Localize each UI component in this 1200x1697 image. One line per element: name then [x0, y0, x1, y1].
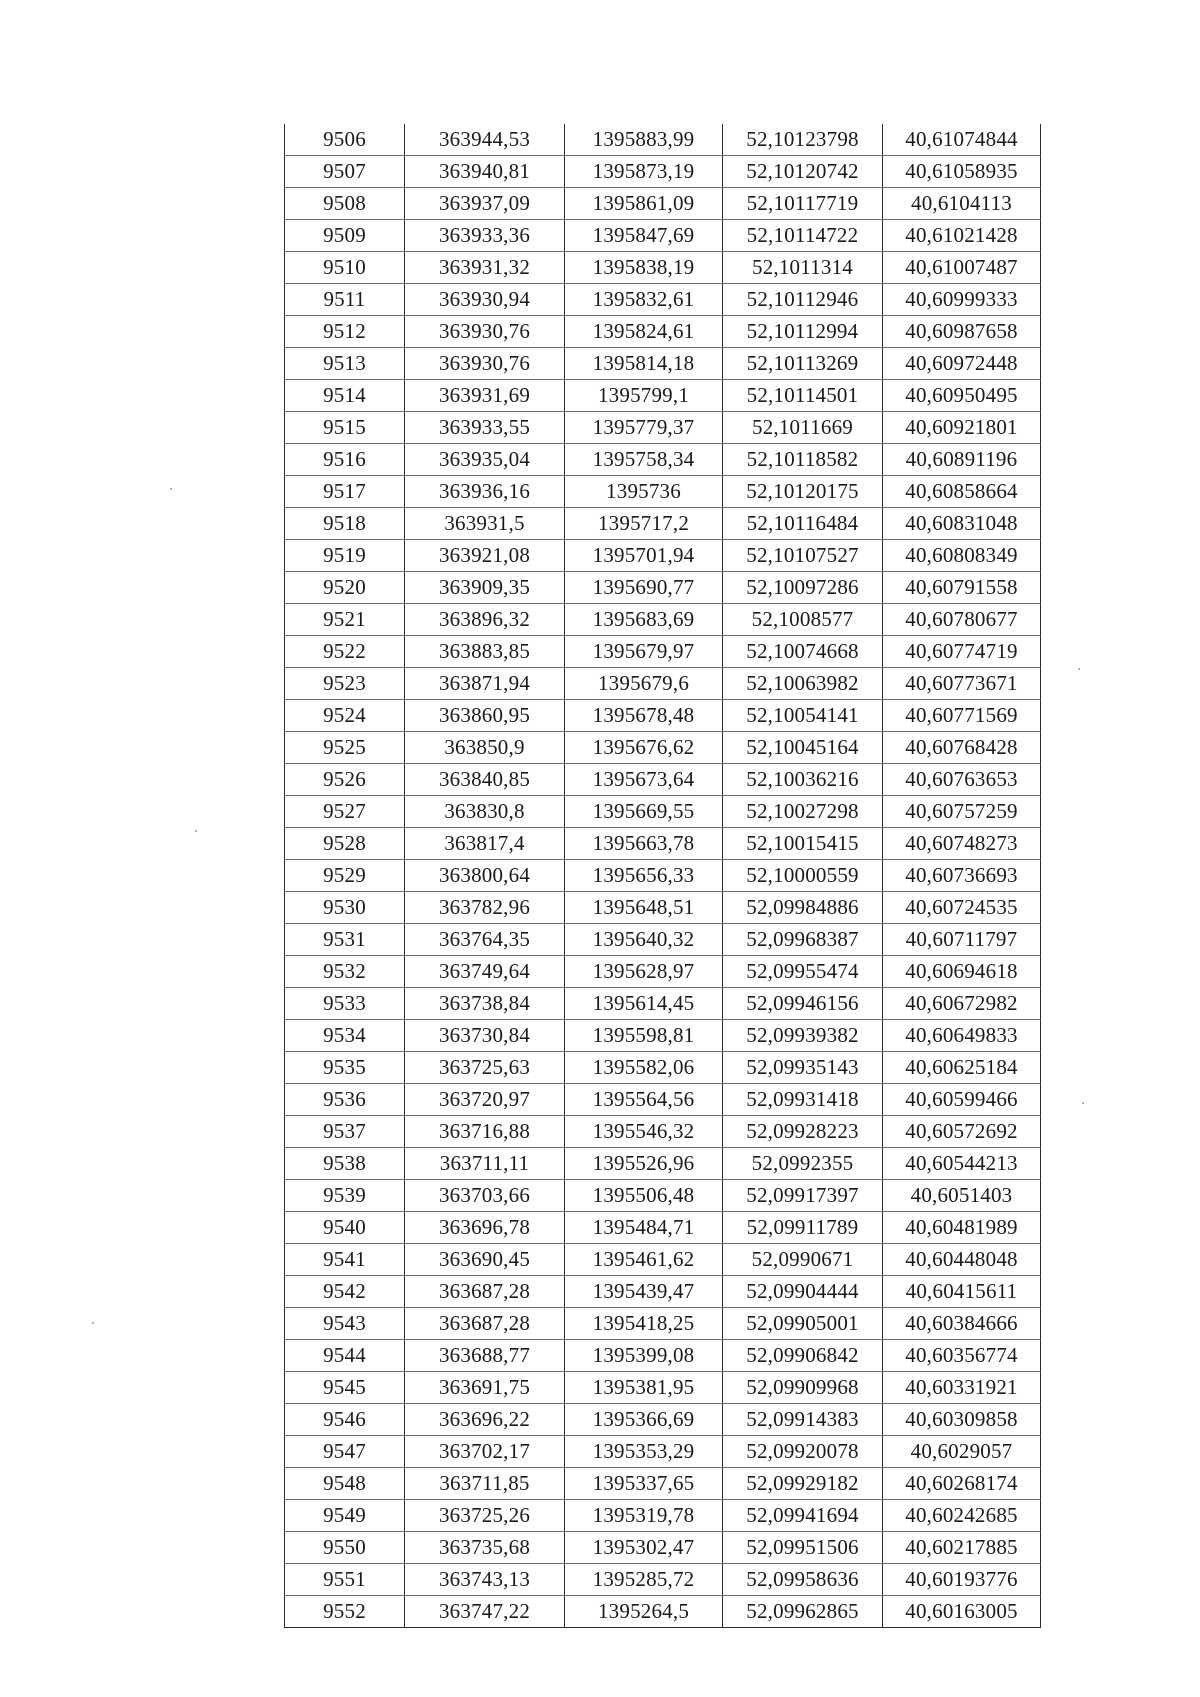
table-row: [285, 284, 1041, 316]
table-cell: 9544: [285, 1340, 405, 1372]
table-cell: 52,09935143: [723, 1052, 883, 1084]
table-row: [285, 956, 1041, 988]
table-cell: 40,6029057: [883, 1436, 1041, 1468]
table-cell: 1395564,56: [565, 1084, 723, 1116]
table-cell: 40,60858664: [883, 476, 1041, 508]
table-cell: 52,10000559: [723, 860, 883, 892]
table-cell: 363688,77: [405, 1340, 565, 1372]
table-row: [285, 1212, 1041, 1244]
table-cell: 1395663,78: [565, 828, 723, 860]
table-cell: 40,60774719: [883, 636, 1041, 668]
table-cell: 9515: [285, 412, 405, 444]
table-cell: 52,09962865: [723, 1596, 883, 1628]
table-row: [285, 508, 1041, 540]
table-row: [285, 1116, 1041, 1148]
table-cell: 52,09917397: [723, 1180, 883, 1212]
table-cell: 1395614,45: [565, 988, 723, 1020]
table-cell: 1395546,32: [565, 1116, 723, 1148]
table-cell: 40,60572692: [883, 1116, 1041, 1148]
table-cell: 363749,64: [405, 956, 565, 988]
table-cell: 9551: [285, 1564, 405, 1596]
table-cell: 52,09941694: [723, 1500, 883, 1532]
table-cell: 1395678,48: [565, 700, 723, 732]
table-cell: 363691,75: [405, 1372, 565, 1404]
table-cell: 52,1008577: [723, 604, 883, 636]
table-cell: 52,09911789: [723, 1212, 883, 1244]
table-cell: 52,0992355: [723, 1148, 883, 1180]
table-cell: 363800,64: [405, 860, 565, 892]
table-cell: 1395883,99: [565, 124, 723, 156]
table-cell: 1395366,69: [565, 1404, 723, 1436]
table-cell: 1395814,18: [565, 348, 723, 380]
table-cell: 1395439,47: [565, 1276, 723, 1308]
table-cell: 1395353,29: [565, 1436, 723, 1468]
table-cell: 363940,81: [405, 156, 565, 188]
table-cell: 363933,36: [405, 220, 565, 252]
table-cell: 363930,94: [405, 284, 565, 316]
table-cell: 52,0990671: [723, 1244, 883, 1276]
table-row: [285, 348, 1041, 380]
table-cell: 9506: [285, 124, 405, 156]
table-cell: 363871,94: [405, 668, 565, 700]
table-row: [285, 188, 1041, 220]
table-cell: 40,60217885: [883, 1532, 1041, 1564]
table-cell: 9546: [285, 1404, 405, 1436]
table-cell: 9509: [285, 220, 405, 252]
table-cell: 1395648,51: [565, 892, 723, 924]
table-cell: 1395824,61: [565, 316, 723, 348]
table-cell: 9526: [285, 764, 405, 796]
table-cell: 40,61058935: [883, 156, 1041, 188]
table-cell: 52,10116484: [723, 508, 883, 540]
table-row: [285, 1340, 1041, 1372]
table-cell: 1395484,71: [565, 1212, 723, 1244]
table-cell: 40,60544213: [883, 1148, 1041, 1180]
table-row: [285, 604, 1041, 636]
table-cell: 9552: [285, 1596, 405, 1628]
table-row: [285, 540, 1041, 572]
table-cell: 363696,22: [405, 1404, 565, 1436]
table-cell: 1395337,65: [565, 1468, 723, 1500]
table-cell: 363937,09: [405, 188, 565, 220]
table-cell: 52,09906842: [723, 1340, 883, 1372]
table-cell: 52,09984886: [723, 892, 883, 924]
table-cell: 363764,35: [405, 924, 565, 956]
table-cell: 40,60384666: [883, 1308, 1041, 1340]
scan-speck: [170, 488, 172, 490]
table-cell: 52,10015415: [723, 828, 883, 860]
table-cell: 9521: [285, 604, 405, 636]
table-cell: 52,09904444: [723, 1276, 883, 1308]
table-cell: 363687,28: [405, 1308, 565, 1340]
table-cell: 1395506,48: [565, 1180, 723, 1212]
table-cell: 52,10074668: [723, 636, 883, 668]
table-cell: 1395838,19: [565, 252, 723, 284]
table-cell: 9519: [285, 540, 405, 572]
table-cell: 1395736: [565, 476, 723, 508]
table-cell: 363725,63: [405, 1052, 565, 1084]
table-row: [285, 1276, 1041, 1308]
table-cell: 40,60415611: [883, 1276, 1041, 1308]
table-cell: 9543: [285, 1308, 405, 1340]
table-cell: 1395679,97: [565, 636, 723, 668]
table-cell: 9545: [285, 1372, 405, 1404]
table-row: [285, 1084, 1041, 1116]
table-cell: 363703,66: [405, 1180, 565, 1212]
table-cell: 1395717,2: [565, 508, 723, 540]
table-cell: 9525: [285, 732, 405, 764]
table-row: [285, 476, 1041, 508]
table-cell: 363747,22: [405, 1596, 565, 1628]
table-cell: 52,09920078: [723, 1436, 883, 1468]
table-row: [285, 1564, 1041, 1596]
table-cell: 9538: [285, 1148, 405, 1180]
table-cell: 363921,08: [405, 540, 565, 572]
table-cell: 9532: [285, 956, 405, 988]
table-row: [285, 1148, 1041, 1180]
table-cell: 40,60748273: [883, 828, 1041, 860]
table-cell: 40,60625184: [883, 1052, 1041, 1084]
table-cell: 1395676,62: [565, 732, 723, 764]
table-cell: 52,10120742: [723, 156, 883, 188]
table-cell: 1395582,06: [565, 1052, 723, 1084]
table-row: [285, 636, 1041, 668]
table-row: [285, 1372, 1041, 1404]
table-cell: 1395598,81: [565, 1020, 723, 1052]
table-cell: 9510: [285, 252, 405, 284]
table-cell: 9514: [285, 380, 405, 412]
table-cell: 40,60921801: [883, 412, 1041, 444]
table-cell: 40,60757259: [883, 796, 1041, 828]
table-cell: 9542: [285, 1276, 405, 1308]
table-cell: 52,09951506: [723, 1532, 883, 1564]
table-cell: 1395669,55: [565, 796, 723, 828]
table-cell: 9533: [285, 988, 405, 1020]
table-cell: 52,10045164: [723, 732, 883, 764]
table-row: [285, 572, 1041, 604]
table-cell: 1395418,25: [565, 1308, 723, 1340]
table-cell: 52,10027298: [723, 796, 883, 828]
table-row: [285, 444, 1041, 476]
table-cell: 40,60356774: [883, 1340, 1041, 1372]
table-cell: 52,10117719: [723, 188, 883, 220]
table-cell: 52,09905001: [723, 1308, 883, 1340]
table-cell: 40,60672982: [883, 988, 1041, 1020]
table-cell: 9516: [285, 444, 405, 476]
table-cell: 52,09914383: [723, 1404, 883, 1436]
table-cell: 1395319,78: [565, 1500, 723, 1532]
table-cell: 1395640,32: [565, 924, 723, 956]
table-cell: 1395628,97: [565, 956, 723, 988]
table-cell: 363830,8: [405, 796, 565, 828]
table-row: [285, 668, 1041, 700]
table-cell: 1395779,37: [565, 412, 723, 444]
table-cell: 9530: [285, 892, 405, 924]
table-cell: 40,60309858: [883, 1404, 1041, 1436]
table-cell: 52,10120175: [723, 476, 883, 508]
scan-speck: [195, 830, 197, 832]
table-cell: 363725,26: [405, 1500, 565, 1532]
table-cell: 363896,32: [405, 604, 565, 636]
table-cell: 1395381,95: [565, 1372, 723, 1404]
table-cell: 9517: [285, 476, 405, 508]
table-cell: 9523: [285, 668, 405, 700]
table-cell: 40,60649833: [883, 1020, 1041, 1052]
table-cell: 363930,76: [405, 348, 565, 380]
table-cell: 9531: [285, 924, 405, 956]
table-cell: 52,10112946: [723, 284, 883, 316]
table-cell: 363850,9: [405, 732, 565, 764]
table-cell: 1395861,09: [565, 188, 723, 220]
table-cell: 363817,4: [405, 828, 565, 860]
table-cell: 1395799,1: [565, 380, 723, 412]
table-row: [285, 1020, 1041, 1052]
table-cell: 40,60163005: [883, 1596, 1041, 1628]
table-cell: 1395832,61: [565, 284, 723, 316]
table-cell: 1395758,34: [565, 444, 723, 476]
table-cell: 52,10107527: [723, 540, 883, 572]
table-cell: 363933,55: [405, 412, 565, 444]
scan-speck: [1078, 668, 1080, 670]
table-row: [285, 1180, 1041, 1212]
table-cell: 1395461,62: [565, 1244, 723, 1276]
table-cell: 9541: [285, 1244, 405, 1276]
table-cell: 40,60481989: [883, 1212, 1041, 1244]
table-cell: 9536: [285, 1084, 405, 1116]
table-cell: 363711,85: [405, 1468, 565, 1500]
table-cell: 52,09958636: [723, 1564, 883, 1596]
table-cell: 40,60331921: [883, 1372, 1041, 1404]
table-cell: 40,60694618: [883, 956, 1041, 988]
table-cell: 52,10113269: [723, 348, 883, 380]
table-cell: 363931,69: [405, 380, 565, 412]
table-row: [285, 380, 1041, 412]
table-cell: 9550: [285, 1532, 405, 1564]
table-cell: 40,61074844: [883, 124, 1041, 156]
table-cell: 40,60193776: [883, 1564, 1041, 1596]
table-cell: 40,60999333: [883, 284, 1041, 316]
table-cell: 9549: [285, 1500, 405, 1532]
table-cell: 363944,53: [405, 124, 565, 156]
table-cell: 40,60448048: [883, 1244, 1041, 1276]
table-cell: 9518: [285, 508, 405, 540]
table-row: [285, 412, 1041, 444]
table-cell: 363935,04: [405, 444, 565, 476]
table-cell: 363782,96: [405, 892, 565, 924]
coordinates-table-body: [285, 124, 1041, 1628]
table-cell: 40,61007487: [883, 252, 1041, 284]
table-row: [285, 1244, 1041, 1276]
table-cell: 52,10112994: [723, 316, 883, 348]
table-cell: 9540: [285, 1212, 405, 1244]
table-cell: 9539: [285, 1180, 405, 1212]
table-row: [285, 1532, 1041, 1564]
table-cell: 40,60808349: [883, 540, 1041, 572]
table-row: [285, 252, 1041, 284]
table-cell: 1395873,19: [565, 156, 723, 188]
table-cell: 40,60771569: [883, 700, 1041, 732]
table-cell: 40,60950495: [883, 380, 1041, 412]
table-cell: 40,60242685: [883, 1500, 1041, 1532]
table-cell: 363720,97: [405, 1084, 565, 1116]
table-cell: 52,10123798: [723, 124, 883, 156]
table-row: [285, 700, 1041, 732]
table-row: [285, 828, 1041, 860]
table-cell: 363743,13: [405, 1564, 565, 1596]
table-row: [285, 732, 1041, 764]
table-cell: 52,10114501: [723, 380, 883, 412]
table-cell: 52,09946156: [723, 988, 883, 1020]
table-cell: 40,60599466: [883, 1084, 1041, 1116]
table-cell: 363860,95: [405, 700, 565, 732]
table-cell: 52,09928223: [723, 1116, 883, 1148]
table-row: [285, 892, 1041, 924]
table-cell: 1395683,69: [565, 604, 723, 636]
table-row: [285, 988, 1041, 1020]
table-cell: 40,60736693: [883, 860, 1041, 892]
table-cell: 9522: [285, 636, 405, 668]
table-cell: 9513: [285, 348, 405, 380]
table-cell: 52,10036216: [723, 764, 883, 796]
coordinates-table: [284, 124, 1041, 1628]
table-cell: 9508: [285, 188, 405, 220]
table-cell: 40,60780677: [883, 604, 1041, 636]
scan-speck: [92, 1322, 94, 1324]
table-cell: 363716,88: [405, 1116, 565, 1148]
table-cell: 52,10054141: [723, 700, 883, 732]
table-cell: 9548: [285, 1468, 405, 1500]
table-row: [285, 764, 1041, 796]
table-cell: 363931,5: [405, 508, 565, 540]
table-cell: 52,10063982: [723, 668, 883, 700]
table-cell: 40,60972448: [883, 348, 1041, 380]
table-row: [285, 1500, 1041, 1532]
table-cell: 9528: [285, 828, 405, 860]
table-cell: 40,60268174: [883, 1468, 1041, 1500]
table-row: [285, 156, 1041, 188]
table-cell: 363930,76: [405, 316, 565, 348]
table-cell: 1395673,64: [565, 764, 723, 796]
table-cell: 9507: [285, 156, 405, 188]
table-cell: 40,60773671: [883, 668, 1041, 700]
table-cell: 52,09939382: [723, 1020, 883, 1052]
table-cell: 9520: [285, 572, 405, 604]
table-cell: 40,60763653: [883, 764, 1041, 796]
table-cell: 40,60987658: [883, 316, 1041, 348]
table-cell: 1395302,47: [565, 1532, 723, 1564]
table-row: [285, 1052, 1041, 1084]
table-cell: 52,09929182: [723, 1468, 883, 1500]
table-cell: 363687,28: [405, 1276, 565, 1308]
table-cell: 40,60724535: [883, 892, 1041, 924]
table-cell: 52,09968387: [723, 924, 883, 956]
table-row: [285, 220, 1041, 252]
table-row: [285, 1404, 1041, 1436]
table-cell: 1395847,69: [565, 220, 723, 252]
table-cell: 363883,85: [405, 636, 565, 668]
table-cell: 52,09931418: [723, 1084, 883, 1116]
table-cell: 52,10097286: [723, 572, 883, 604]
table-cell: 52,09909968: [723, 1372, 883, 1404]
table-cell: 363931,32: [405, 252, 565, 284]
table-cell: 40,61021428: [883, 220, 1041, 252]
table-cell: 1395399,08: [565, 1340, 723, 1372]
table-cell: 40,60711797: [883, 924, 1041, 956]
table-row: [285, 1436, 1041, 1468]
table-cell: 363936,16: [405, 476, 565, 508]
table-cell: 9524: [285, 700, 405, 732]
table-cell: 9512: [285, 316, 405, 348]
table-row: [285, 860, 1041, 892]
table-cell: 9527: [285, 796, 405, 828]
table-cell: 52,10118582: [723, 444, 883, 476]
table-cell: 1395264,5: [565, 1596, 723, 1628]
table-cell: 9511: [285, 284, 405, 316]
table-cell: 1395679,6: [565, 668, 723, 700]
table-cell: 363735,68: [405, 1532, 565, 1564]
table-cell: 1395656,33: [565, 860, 723, 892]
table-cell: 363702,17: [405, 1436, 565, 1468]
table-cell: 363711,11: [405, 1148, 565, 1180]
table-cell: 40,60791558: [883, 572, 1041, 604]
table-cell: 52,10114722: [723, 220, 883, 252]
table-cell: 363909,35: [405, 572, 565, 604]
scan-speck: [1082, 1102, 1084, 1104]
table-row: [285, 1308, 1041, 1340]
table-cell: 1395690,77: [565, 572, 723, 604]
table-cell: 52,1011314: [723, 252, 883, 284]
table-row: [285, 1596, 1041, 1628]
table-cell: 9547: [285, 1436, 405, 1468]
table-row: [285, 124, 1041, 156]
table-cell: 1395526,96: [565, 1148, 723, 1180]
table-cell: 40,6104113: [883, 188, 1041, 220]
table-row: [285, 1468, 1041, 1500]
table-cell: 40,60831048: [883, 508, 1041, 540]
table-row: [285, 316, 1041, 348]
table-cell: 363738,84: [405, 988, 565, 1020]
table-cell: 363840,85: [405, 764, 565, 796]
table-cell: 40,60891196: [883, 444, 1041, 476]
table-cell: 363696,78: [405, 1212, 565, 1244]
table-cell: 52,1011669: [723, 412, 883, 444]
table-cell: 40,6051403: [883, 1180, 1041, 1212]
table-cell: 52,09955474: [723, 956, 883, 988]
table-row: [285, 796, 1041, 828]
table-cell: 40,60768428: [883, 732, 1041, 764]
table-cell: 9535: [285, 1052, 405, 1084]
table-cell: 9534: [285, 1020, 405, 1052]
table-cell: 363730,84: [405, 1020, 565, 1052]
table-cell: 9537: [285, 1116, 405, 1148]
table-row: [285, 924, 1041, 956]
table-cell: 9529: [285, 860, 405, 892]
table-cell: 363690,45: [405, 1244, 565, 1276]
table-cell: 1395285,72: [565, 1564, 723, 1596]
table-cell: 1395701,94: [565, 540, 723, 572]
